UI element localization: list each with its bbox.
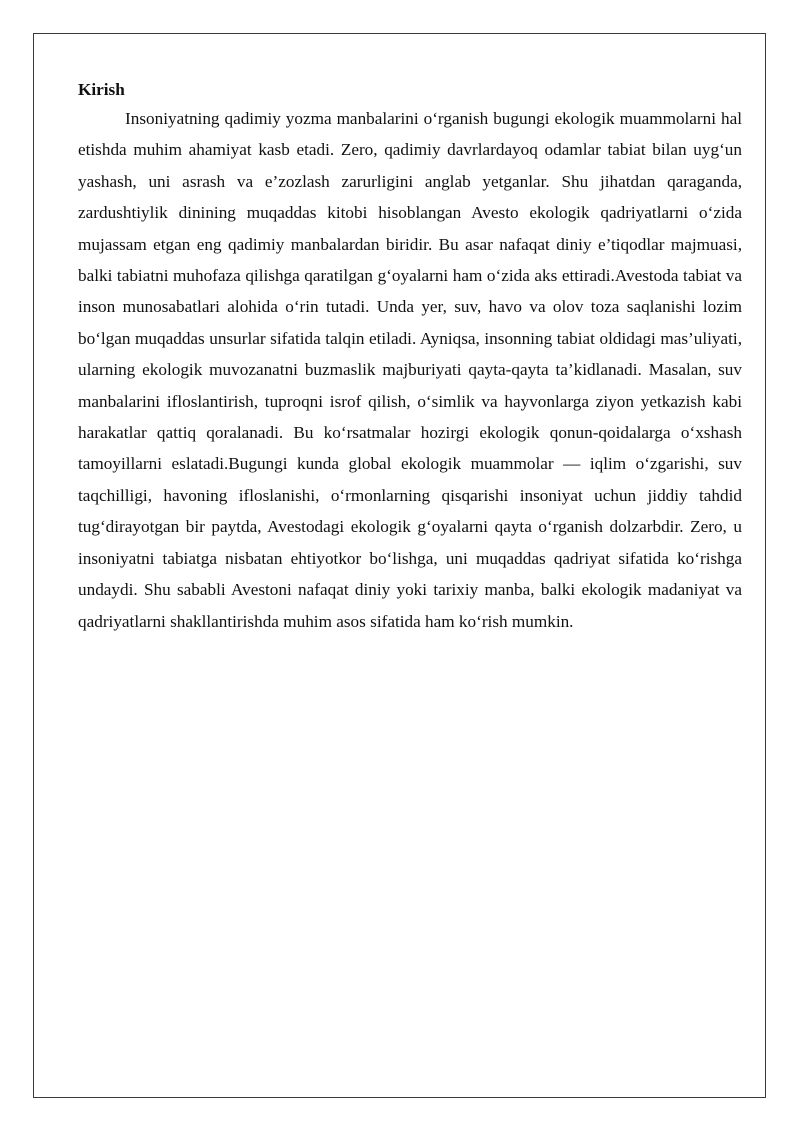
body-paragraph: Insoniyatning qadimiy yozma manbalarini o‘rganish bugungi ekologik muammolarni hal etishda muhim ahamiyat kasb etadi. Zero, qadimiy davrlardayoq odamlar tabiat bilan uyg‘un yashash, uni asrash va e’zozlash zarurligini anglab yetganlar. Shu jihatdan qaraganda, zardushtiylik dinining muqaddas kitobi hisoblangan Avesto ekologik qadriyatlarni o‘zida mujassam etgan eng qadimiy manbalardan biridir. Bu asar nafaqat diniy e’tiqodlar majmuasi, balki tabiatni muhofaza qilishga qaratilgan g‘oyalarni ham o‘zida aks ettiradi.Avestoda tabiat va inson munosabatlari alohida o‘rin tutadi. Unda yer, suv, havo va olov toza saqlanishi lozim bo‘lgan muqaddas unsurlar sifatida talqin etiladi. Ayniqsa, insonning tabiat oldidagi mas’uliyati, ularning ekologik muvozanatni buzmaslik majburiyati qayta-qayta ta’kidlanadi. Masalan, suv manbalarini ifloslantirish, tuproqni isrof qilish, o‘simlik va hayvonlarga ziyon yetkazish kabi harakatlar qattiq qoralanadi. Bu ko‘rsatmalar hozirgi ekologik qonun-qoidalarga o‘xshash tamoyillarni eslatadi.Bugungi kunda global ekologik muammolar — iqlim o‘zgarishi, suv taqchilligi, havoning ifloslanishi, o‘rmonlarning qisqarishi insoniyat uchun jiddiy tahdid tug‘dirayotgan bir paytda, Avestodagi ekologik g‘oyalarni qayta o‘rganish dolzarbdir. Zero, u insoniyatni tabiatga nisbatan ehtiyotkor bo‘lishga, uni muqaddas qadriyat sifatida ko‘rishga undaydi. Shu sababli Avestoni nafaqat diniy yoki tarixiy manba, balki ekologik madaniyat va qadriyatlarni shakllantirishda muhim asos sifatida ham ko‘rish mumkin.	[78, 109, 742, 631]
section-heading: Kirish	[78, 80, 125, 99]
document-content	[78, 77, 742, 637]
page-frame	[33, 33, 766, 1098]
